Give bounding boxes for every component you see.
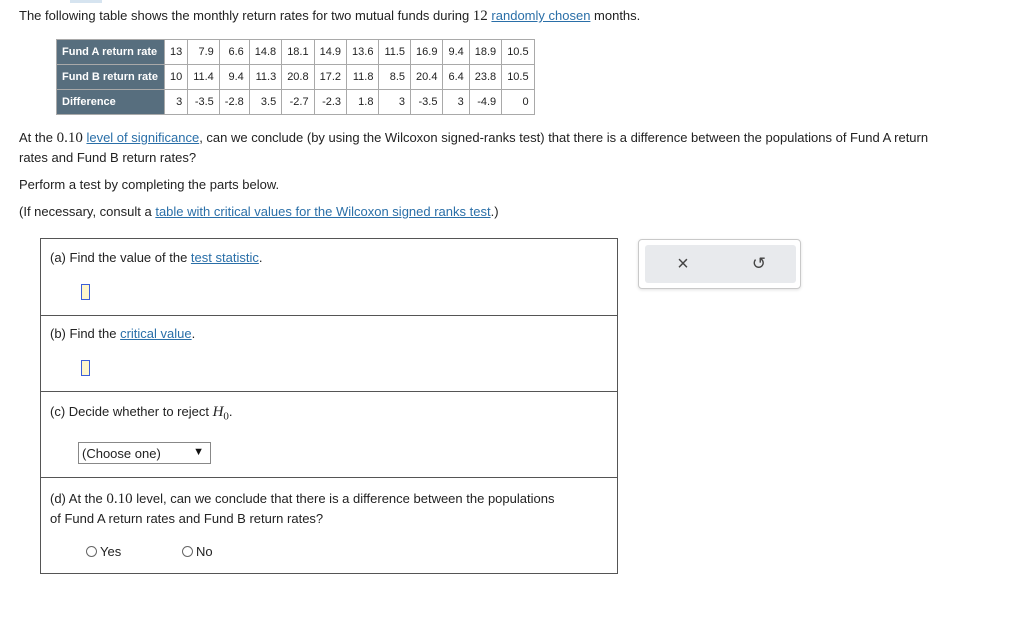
return-rate-table xyxy=(56,39,535,115)
table-cell: 11.5 xyxy=(379,40,411,65)
part-d-text: (d) At the 0.10 level, can we conclude that there is a difference between the populations of Fund A return rates and Fund B return rates? xyxy=(50,491,555,526)
reject-decision-select[interactable] xyxy=(78,442,211,464)
yes-option[interactable] xyxy=(86,544,121,559)
table-cell: -2.3 xyxy=(314,90,346,115)
part-c-section xyxy=(41,392,617,478)
table-cell: 9.4 xyxy=(443,40,469,65)
table-cell: 11.4 xyxy=(188,65,220,90)
part-c-text: (c) Decide whether to reject $H_0$. xyxy=(50,404,233,423)
table-cell: 14.8 xyxy=(249,40,281,65)
undo-icon: ↺ xyxy=(751,254,767,273)
clear-button[interactable] xyxy=(653,245,713,283)
select-value: (Choose one) xyxy=(82,446,161,461)
randomly-chosen-link[interactable]: randomly chosen xyxy=(491,8,591,23)
table-cell: 7.9 xyxy=(188,40,220,65)
table-cell: 3 xyxy=(379,90,411,115)
intro-text xyxy=(19,8,640,25)
test-statistic-input[interactable] xyxy=(81,284,90,300)
table-cell: 3.5 xyxy=(249,90,281,115)
table-cell: -2.8 xyxy=(219,90,249,115)
table-cell: 10 xyxy=(164,65,187,90)
h-symbol: H xyxy=(212,404,224,420)
table-cell: 9.4 xyxy=(219,65,249,90)
row-header: Fund A return rate xyxy=(57,40,165,65)
table-cell: -3.5 xyxy=(188,90,220,115)
dropdown-caret-icon: ▼ xyxy=(193,446,204,458)
alpha-value: 0.10 xyxy=(56,130,83,146)
part-a-section xyxy=(41,239,617,316)
close-icon: × xyxy=(677,252,689,275)
perform-text: Perform a test by completing the parts below. xyxy=(19,177,280,192)
intro-before: The following table shows the monthly return rates for two mutual funds during xyxy=(19,8,473,23)
level-of-significance-link[interactable]: level of significance xyxy=(86,130,200,145)
row-header: Difference xyxy=(57,90,165,115)
table-cell: 6.6 xyxy=(219,40,249,65)
no-label: No xyxy=(196,544,213,559)
no-radio[interactable] xyxy=(182,546,193,557)
table-cell: 10.5 xyxy=(502,40,534,65)
table-cell: 8.5 xyxy=(379,65,411,90)
fund-b-row xyxy=(57,65,535,90)
part-d-section xyxy=(41,478,617,575)
intro-after: months. xyxy=(590,8,641,23)
part-b-text: (b) Find the critical value. xyxy=(50,326,196,341)
table-cell: 13 xyxy=(164,40,187,65)
table-cell: -3.5 xyxy=(411,90,443,115)
table-cell: 17.2 xyxy=(314,65,346,90)
answer-panel xyxy=(40,238,618,574)
tool-buttons xyxy=(645,245,796,283)
no-option[interactable] xyxy=(182,544,213,559)
consult-text: (If necessary, consult a table with critical values for the Wilcoxon signed ranks test.) xyxy=(19,204,499,219)
difference-row xyxy=(57,90,535,115)
table-cell: 11.3 xyxy=(249,65,281,90)
yes-label: Yes xyxy=(100,544,122,559)
table-cell: 10.5 xyxy=(502,65,534,90)
table-cell: 18.1 xyxy=(282,40,314,65)
table-cell: 13.6 xyxy=(347,40,379,65)
reset-button[interactable] xyxy=(729,245,789,283)
table-cell: 0 xyxy=(502,90,534,115)
answer-tools-panel xyxy=(638,239,801,289)
table-cell: 14.9 xyxy=(314,40,346,65)
table-cell: -2.7 xyxy=(282,90,314,115)
top-accent-bar xyxy=(70,0,102,3)
table-cell: 20.8 xyxy=(282,65,314,90)
fund-a-row xyxy=(57,40,535,65)
row-header: Fund B return rate xyxy=(57,65,165,90)
part-b-section xyxy=(41,316,617,392)
table-cell: -4.9 xyxy=(469,90,501,115)
intro-n: 12 xyxy=(472,8,488,24)
critical-values-table-link[interactable]: table with critical values for the Wilcoxon signed ranks test xyxy=(155,204,491,219)
table-cell: 3 xyxy=(164,90,187,115)
table-cell: 16.9 xyxy=(411,40,443,65)
table-cell: 20.4 xyxy=(411,65,443,90)
critical-value-link[interactable]: critical value xyxy=(120,326,192,341)
table-cell: 11.8 xyxy=(347,65,379,90)
critical-value-input[interactable] xyxy=(81,360,90,376)
table-cell: 3 xyxy=(443,90,469,115)
table-cell: 1.8 xyxy=(347,90,379,115)
table-cell: 6.4 xyxy=(443,65,469,90)
test-statistic-link[interactable]: test statistic xyxy=(190,250,259,265)
table-cell: 18.9 xyxy=(469,40,501,65)
table-cell: 23.8 xyxy=(469,65,501,90)
yes-radio[interactable] xyxy=(86,546,97,557)
question-text: At the 0.10 level of significance, can we conclude (by using the Wilcoxon signed-ranks test) that there is a difference between the populations of Fund A return rates and Fund B return rates? xyxy=(19,130,929,165)
part-a-text: (a) Find the value of the test statistic. xyxy=(50,250,263,265)
